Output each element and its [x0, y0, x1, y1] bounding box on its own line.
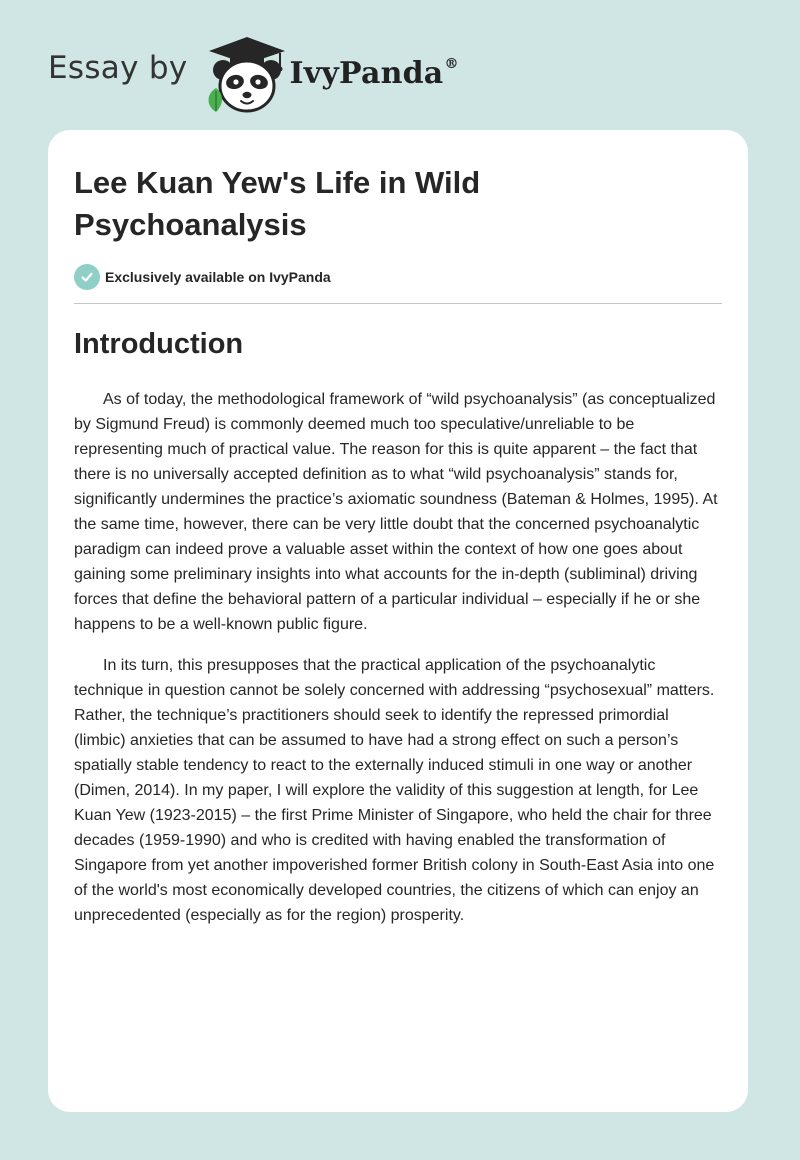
- essay-card: [48, 130, 748, 1112]
- paragraph: As of today, the methodological framework of “wild psychoanalysis” (as conceptualized by Sigmund Freud) is commonly deemed much too speculative/unreliable to be representing much of practical value. The reason for this is quite apparent – the fact that there is no universally accepted definition as to what “wild psychoanalysis” stands for, significantly undermines the practice’s axiomatic soundness (Bateman & Holmes, 1995). At the same time, however, there can be very little doubt that the concerned psychoanalytic paradigm can indeed prove a valuable asset within the context of how one goes about gaining some preliminary insights into what accounts for the in-depth (subliminal) driving forces that define the behavioral pattern of a particular individual – especially if he or she happens to be a well-known public figure.: [74, 391, 718, 633]
- paragraph: In its turn, this presupposes that the practical application of the psychoanalytic technique in question cannot be solely concerned with addressing “psychosexual” matters. Rather, the technique’s practitioners should seek to identify the repressed primordial (limbic) anxieties that can be assumed to have had a strong effect on such a person’s spatially stable tendency to react to the externally induced stimuli in one way or another (Dimen, 2014). In my paper, I will explore the validity of this suggestion at length, for Lee Kuan Yew (1923-2015) – the first Prime Minister of Singapore, who held the chair for three decades (1959-1990) and who is credited with having enabled the transformation of Singapore from yet another impoverished former British colony in South-East Asia into one of the world's most economically developed countries, the citizens of which can enjoy an unprecedented (especially as for the region) prosperity.: [74, 657, 715, 924]
- essay-title: Lee Kuan Yew's Life in Wild Psychoanalysis: [74, 165, 481, 242]
- panda-graduate-logo-icon[interactable]: [202, 34, 292, 114]
- essay-body: [74, 387, 724, 944]
- brand-name-text: IvyPanda: [289, 55, 444, 91]
- brand-prefix: Essay by: [48, 50, 188, 86]
- brand-header: [48, 34, 459, 114]
- title-divider: [74, 303, 722, 304]
- brand-name[interactable]: [290, 56, 459, 91]
- check-icon: [74, 264, 100, 290]
- section-heading: Introduction: [74, 328, 244, 360]
- badge-label: Exclusively available on IvyPanda: [105, 269, 331, 285]
- exclusive-badge: [74, 264, 331, 290]
- registered-mark: ®: [444, 55, 459, 72]
